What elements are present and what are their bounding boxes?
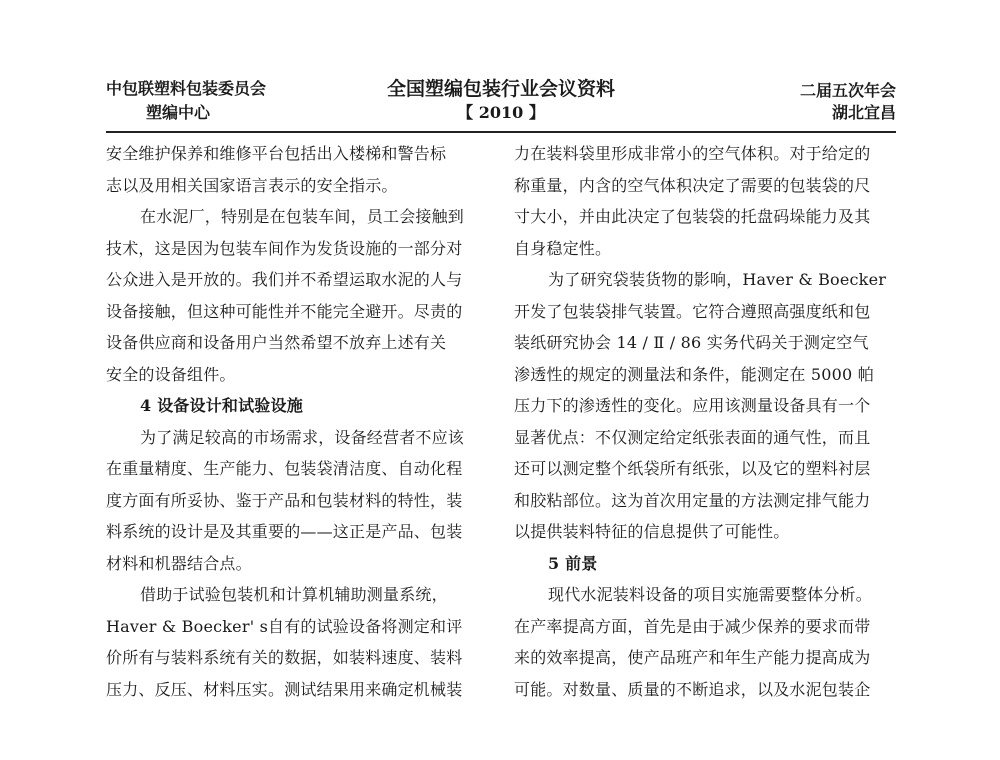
text-line: 材料和机器结合点。 [106, 553, 252, 573]
text-line: 在产率提高方面，首先是由于减少保养的要求而带 [514, 616, 871, 636]
page-header [106, 76, 896, 132]
text-line: 在水泥厂，特别是在包装车间，员工会接触到 [140, 207, 465, 226]
section-heading: 4 设备设计和试验设施 [140, 396, 303, 415]
text-line: 价所有与装料系统有关的数据，如装料速度、装料 [106, 648, 463, 667]
right-column [514, 138, 896, 705]
text-line: 来的效率提高，使产品班产和年生产能力提高成为 [514, 648, 871, 667]
header-year: 【 2010 】 [457, 103, 545, 122]
text-line: 公众进入是开放的。我们并不希望运取水泥的人与 [106, 270, 463, 289]
header-title: 全国塑编包装行业会议资料 [386, 78, 615, 100]
text-line: 压力下的渗透性的变化。应用该测量设备具有一个 [514, 396, 871, 415]
text-line: 借助于试验包装机和计算机辅助测量系统， [140, 585, 448, 604]
text-line: 还可以测定整个纸袋所有纸张，以及它的塑料衬层 [514, 459, 871, 478]
header-org-line1: 中包联塑料包装委员会 [106, 79, 267, 98]
text-line: 安全的设备组件。 [106, 364, 236, 384]
text-line: 为了满足较高的市场需求，设备经营者不应该 [140, 427, 465, 447]
text-line: 渗透性的规定的测量法和条件，能测定在 5000 帕 [514, 364, 874, 384]
text-line: 称重量，内含的空气体积决定了需要的包装袋的尺 [514, 175, 871, 195]
text-line: 和胶粘部位。这为首次用定量的方法测定排气能力 [514, 490, 871, 510]
text-line: 为了研究袋装货物的影响，Haver & Boecker [548, 270, 887, 289]
header-org-line2: 塑编中心 [146, 103, 211, 122]
text-line: Haver & Boecker' s自有的试验设备将测定和评 [106, 616, 463, 636]
text-line: 寸大小，并由此决定了包装袋的托盘码垛能力及其 [514, 207, 871, 226]
text-line: 度方面有所妥协、鉴于产品和包装材料的特性，装 [106, 490, 463, 510]
text-line: 在重量精度、生产能力、包装袋清洁度、自动化程 [106, 459, 463, 478]
text-line: 安全维护保养和维修平台包括出入楼梯和警告标 [106, 144, 447, 163]
text-line: 显著优点：不仅测定给定纸张表面的通气性，而且 [514, 427, 871, 447]
text-line: 开发了包装袋排气装置。它符合遵照高强度纸和包 [514, 301, 871, 321]
text-line: 设备供应商和设备用户当然希望不放弃上述有关 [106, 333, 447, 352]
text-line: 力在装料袋里形成非常小的空气体积。对于给定的 [514, 144, 871, 163]
text-line: 设备接触，但这种可能性并不能完全避开。尽责的 [106, 301, 463, 321]
text-line: 现代水泥装料设备的项目实施需要整体分析。 [548, 585, 873, 604]
header-meeting: 二届五次年会 [799, 81, 896, 100]
text-line: 志以及用相关国家语言表示的安全指示。 [106, 175, 398, 195]
header-location: 湖北宜昌 [831, 103, 896, 122]
text-line: 料系统的设计是及其重要的——这正是产品、包装 [106, 522, 463, 541]
header-rule [106, 131, 896, 133]
text-line: 自身稳定性。 [514, 238, 612, 258]
section-heading: 5 前景 [548, 553, 598, 573]
text-line: 装纸研究协会 14 / Ⅱ / 86 实务代码关于测定空气 [514, 333, 869, 352]
text-line: 可能。对数量、质量的不断追求，以及水泥包装企 [514, 679, 871, 699]
left-column [106, 138, 488, 705]
text-line: 技术，这是因为包装车间作为发货设施的一部分对 [106, 238, 463, 258]
text-line: 以提供装料特征的信息提供了可能性。 [514, 522, 790, 541]
text-line: 压力、反压、材料压实。测试结果用来确定机械装 [106, 679, 463, 699]
